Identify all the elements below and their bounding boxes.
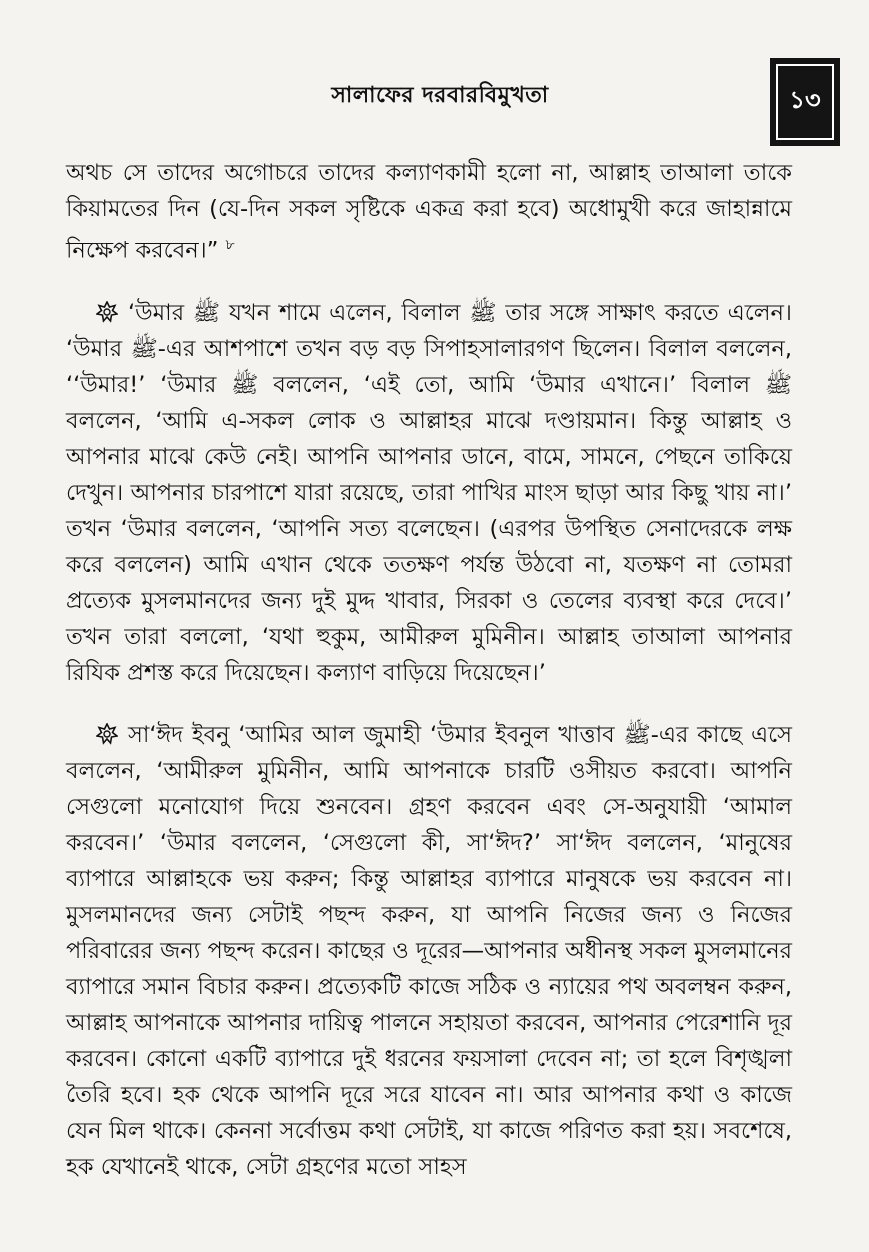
footnote-marker: ৮ <box>225 237 235 253</box>
paragraph <box>66 717 792 1185</box>
running-title: সালাফের দরবারবিমুখতা <box>331 83 549 108</box>
ornament-star-icon <box>96 723 118 745</box>
body-text <box>66 155 792 1185</box>
page-number-box <box>770 58 840 146</box>
paragraph <box>66 295 792 691</box>
paragraph-text: সা‘ঈদ ইবনু ‘আমির আল জুমাহী ‘উমার ইবনুল খাত্তাব ﷺ-এর কাছে এসে বললেন, ‘আমীরুল মুমিনীন, আমি আপনাকে চারটি ওসীয়ত করবো। আপনি সেগুলো মনোযোগ দিয়ে শুনবেন। গ্রহণ করবেন এবং সে-অনুযায়ী ‘আমাল করবেন।’ ‘উমার বললেন, ‘সেগুলো কী, সা‘ঈদ?’ সা‘ঈদ বললেন, ‘মানুষের ব্যাপারে আল্লাহকে ভয় করুন; কিন্তু আল্লাহর ব্যাপারে মানুষকে ভয় করবেন না। মুসলমানদের জন্য সেটাই পছন্দ করুন, যা আপনি নিজের জন্য ও নিজের পরিবারের জন্য পছন্দ করেন। কাছের ও দূরের—আপনার অধীনস্থ সকল মুসলমানের ব্যাপারে সমান বিচার করুন। প্রত্যেকটি কাজে সঠিক ও ন্যায়ের পথ অবলম্বন করুন, আল্লাহ আপনাকে আপনার দায়িত্ব পালনে সহায়তা করবেন, আপনার পেরেশানি দূর করবেন। কোনো একটি ব্যাপারে দুই ধরনের ফয়সালা দেবেন না; তা হলে বিশৃঙ্খলা তৈরি হবে। হক থেকে আপনি দূরে সরে যাবেন না। আর আপনার কথা ও কাজে যেন মিল থাকে। কেননা সর্বোত্তম কথা সেটাই, যা কাজে পরিণত করা হয়। সবশেষে, হক যেখানেই থাকে, সেটা গ্রহণের মতো সাহস <box>66 721 792 1180</box>
paragraph-text: ‘উমার ﷺ যখন শামে এলেন, বিলাল ﷺ তার সঙ্গে সাক্ষাৎ করতে এলেন। ‘উমার ﷺ-এর আশপাশে তখন বড় বড় সিপাহসালারগণ ছিলেন। বিলাল বললেন, ‘‘উমার!’ ‘উমার ﷺ বললেন, ‘এই তো, আমি ‘উমার এখানে।’ বিলাল ﷺ বললেন, ‘আমি এ-সকল লোক ও আল্লাহর মাঝে দণ্ডায়মান। কিন্তু আল্লাহ ও আপনার মাঝে কেউ নেই। আপনি আপনার ডানে, বামে, সামনে, পেছনে তাকিয়ে দেখুন। আপনার চারপাশে যারা রয়েছে, তারা পাখির মাংস ছাড়া আর কিছু খায় না।’ তখন ‘উমার বললেন, ‘আপনি সত্য বলেছেন। (এরপর উপস্থিত সেনাদেরকে লক্ষ করে বললেন) আমি এখান থেকে ততক্ষণ পর্যন্ত উঠবো না, যতক্ষণ না তোমরা প্রত্যেক মুসলমানদের জন্য দুই মুদ্দ খাবার, সিরকা ও তেলের ব্যবস্থা করে দেবে।’ তখন তারা বললো, ‘যথা হুকুম, আমীরুল মুমিনীন। আল্লাহ তাআলা আপনার রিযিক প্রশস্ত করে দিয়েছেন। কল্যাণ বাড়িয়ে দিয়েছেন।’ <box>66 299 792 686</box>
ornament-star-icon <box>96 301 118 323</box>
paragraph <box>66 155 792 269</box>
paragraph-text: অথচ সে তাদের অগোচরে তাদের কল্যাণকামী হলো না, আল্লাহ তাআলা তাকে কিয়ামতের দিন (যে-দিন সকল সৃষ্টিকে একত্র করা হবে) অধোমুখী করে জাহান্নামে নিক্ষেপ করবেন।” <box>66 160 792 264</box>
page-number: ১৩ <box>789 86 821 114</box>
